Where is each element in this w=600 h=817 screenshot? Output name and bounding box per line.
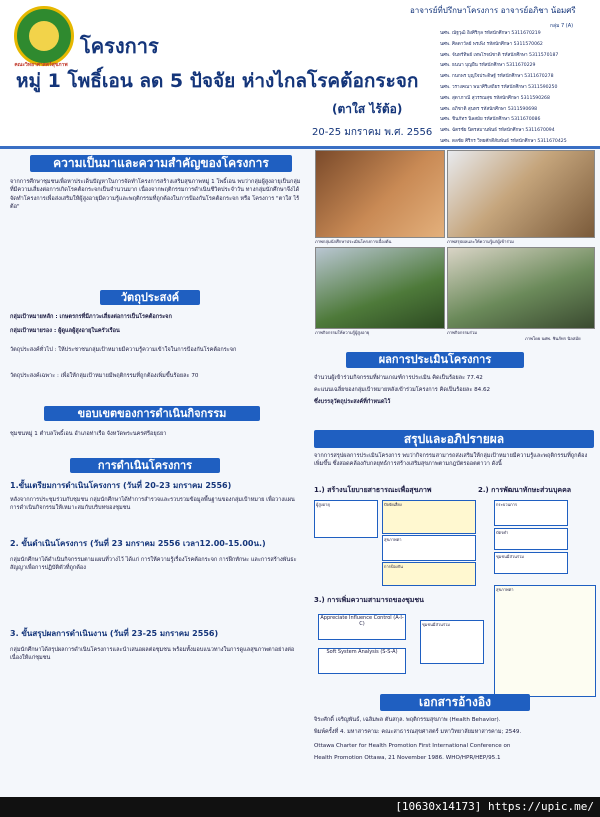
project-date: 20-25 มกราคม พ.ศ. 2556 xyxy=(312,127,433,138)
image-host-link[interactable]: https://upic.me/ xyxy=(488,800,594,813)
student-item: นศพ. ศิลดาวัลย์ พรเพ็ง รหัสนักศึกษา 5311570062 xyxy=(440,41,543,47)
diagram-box: ชุมชนมีส่วนร่วม xyxy=(494,552,568,574)
diagram-box: การป้องกัน xyxy=(382,562,476,586)
activity-photo xyxy=(447,150,595,238)
strategy3-title: 3.) การเพิ่มความสามารถของชุมชน xyxy=(314,596,424,604)
student-item: นศพ. อภิชาติ สุนทร รหัสนักศึกษา 5311590698 xyxy=(440,106,538,112)
objective-specific: วัตถุประสงค์เฉพาะ : เพื่อให้กลุ่มเป้าหมายมีพฤติกรรมที่ถูกต้องเพิ่มขึ้นร้อยละ 70 xyxy=(10,373,199,379)
title-line3: (ตาใส ไร้ต้อ) xyxy=(332,102,403,116)
image-host-label[interactable] xyxy=(395,800,594,813)
student-item: นศพ. วรางคณา พนาศิริเสถียร รหัสนักศึกษา 5311590250 xyxy=(440,84,558,90)
scope-heading: ขอบเขตของการดำเนินกิจกรรม xyxy=(44,406,260,421)
header-divider xyxy=(0,146,600,149)
university-logo-icon xyxy=(14,6,74,66)
image-size: [10630x14173] xyxy=(395,800,482,813)
step1-text: หลังจากการประชุมร่วมกับชุมชน กลุ่มนักศึกษาได้ทำการสำรวจและรวบรวมข้อมูลพื้นฐานของกลุ่มเป้าหมาย เพื่อวางแผนการดำเนินกิจกรรมให้เหมาะสมกับบริบทของชุมชน xyxy=(10,497,295,512)
result-line2: คะแนนเฉลี่ยของกลุ่มเป้าหมายหลังเข้าร่วมโครงการ คิดเป็นร้อยละ 84.62 xyxy=(314,387,491,393)
logo-caption: คณะวิทยาศาสตร์สุขภาพ xyxy=(14,62,68,68)
photo-credit: ภาพโดย นศพ. ชินภัทร นิลสมัย xyxy=(525,336,581,341)
result-line3: ซึ่งบรรลุวัตถุประสงค์ที่กำหนดไว้ xyxy=(314,399,391,405)
target-secondary: กลุ่มเป้าหมายรอง : ผู้ดูแลผู้สูงอายุในครัวเรือน xyxy=(10,328,120,334)
target-main: กลุ่มเป้าหมายหลัก : เกษตรกรที่มีภาวะเสี่ยงต่อการเป็นโรคต้อกระจก xyxy=(10,314,172,320)
photo-caption: ภาพกลุ่มนักศึกษาประเมินโครงการเบื้องต้น xyxy=(315,239,392,244)
reference-item: Ottawa Charter for Health Promotion First International Conference on xyxy=(314,743,511,749)
step3-text: กลุ่มนักศึกษาได้สรุปผลการดำเนินโครงการและนำเสนอผลต่อชุมชน พร้อมทั้งมอบแนวทางในการดูแลสุขภาพตาอย่างต่อเนื่องให้แก่ชุมชน xyxy=(10,647,295,662)
title-line2: หมู่ 1 โพธิ์เอน ลด 5 ปัจจัย ห่างไกลโรคต้อกระจก xyxy=(16,70,419,92)
student-item: นศพ. ณัฐวุฒิ อิงศิริกุล รหัสนักศึกษา 5311670219 xyxy=(440,31,541,36)
process-heading: การดำเนินโครงการ xyxy=(70,458,220,473)
advisor: อาจารย์ที่ปรึกษาโครงการ อาจารย์อภิชา น้อมศรี xyxy=(410,6,576,15)
poster-header xyxy=(0,0,600,146)
student-item: นศพ. จันทร์ทิพย์ เทพโรจน์ชาติ รหัสนักศึกษา 5311570187 xyxy=(440,52,559,58)
background-heading: ความเป็นมาและความสำคัญของโครงการ xyxy=(30,155,292,172)
scope-text: ชุมชนหมู่ 1 ตำบลโพธิ์เอน อำเภอท่าเรือ จังหวัดพระนครศรีอยุธยา xyxy=(10,431,167,437)
diagram-box: สุขภาพตา xyxy=(382,535,476,561)
reference-heading: เอกสารอ้างอิง xyxy=(380,694,530,711)
step2-text: กลุ่มนักศึกษาได้ดำเนินกิจกรรมตามแผนที่วางไว้ ได้แก่ การให้ความรู้เรื่องโรคต้อกระจก การฝึกทักษะ และการสร้างพันธะสัญญาเพื่อการปฏิบัติตัวที่ถูกต้อง xyxy=(10,557,297,572)
diagram-box: สุขภาพตา xyxy=(494,585,596,697)
summary-text: จากการสรุปผลการประเมินโครงการ พบว่ากิจกรรมสามารถส่งเสริมให้กลุ่มเป้าหมายมีความรู้และพฤติกรรมที่ถูกต้องเพิ่มขึ้น ซึ่งสอดคล้องกับกลยุทธ์การสร้างเสริมสุขภาพตามกฎบัตรออตตาวา ดังนี้ xyxy=(314,453,588,468)
result-heading: ผลการประเมินโครงการ xyxy=(346,352,524,368)
diagram-box: ผู้สูงอายุ xyxy=(314,500,378,538)
reference-item: พิมพ์ครั้งที่ 4. มหาสารคาม: คณะสาธารณสุขศาสตร์ มหาวิทยาลัยมหาสารคาม; 2549. xyxy=(314,729,522,735)
summary-heading: สรุปและอภิปรายผล xyxy=(314,430,594,448)
step2-title: 2. ขั้นดำเนินโครงการ (วันที่ 23 มกราคม 2556 เวลา12.00-15.00น.) xyxy=(10,539,266,548)
objective-heading: วัตถุประสงค์ xyxy=(100,290,200,305)
result-line1: จำนวนผู้เข้าร่วมกิจกรรมที่ผ่านเกณฑ์การประเมิน คิดเป็นร้อยละ 77.42 xyxy=(314,375,483,381)
reference-item: Health Promotion Ottawa, 21 November 1986. WHO/HPR/HEP/95.1 xyxy=(314,755,501,761)
photo-grid xyxy=(315,150,595,340)
activity-photo xyxy=(447,247,595,329)
diagram-box: ชุมชนมีส่วนร่วม xyxy=(420,620,484,664)
photo-caption: ภาพสรุปผลและให้ความรู้แก่ผู้เข้าร่วม xyxy=(447,239,514,244)
aic-box: Appreciate Influence Control (A-I-C) xyxy=(318,614,406,640)
student-item: นศพ. สุดาภาณี สุวรรณสุข รหัสนักศึกษา 5311590268 xyxy=(440,95,550,101)
activity-photo xyxy=(315,150,445,238)
students-list xyxy=(440,30,595,149)
ssa-box: Soft System Analysis (S-S-A) xyxy=(318,648,406,674)
student-item: นศพ. กนกพร บุญใจประดิษฐ์ รหัสนักศึกษา 5311670278 xyxy=(440,74,554,80)
group-label: กลุ่ม 7 (A) xyxy=(550,23,574,29)
photo-caption: ภาพกิจกรรมให้ความรู้ผู้สูงอายุ xyxy=(315,330,370,335)
student-item: นศพ. ดลชัย ศิริกร วิทยศักดิ์สัมพันธ์ รหัสนักศึกษา 5311670425 xyxy=(440,138,567,144)
strategy1-title: 1.) สร้างนโยบายสาธารณะเพื่อสุขภาพ xyxy=(314,486,432,494)
reference-item: จิระศักดิ์ เจริญพันธ์, เฉลิมพล ตันสกุล. พฤติกรรมสุขภาพ (Health Behavior). xyxy=(314,717,501,723)
activity-photo xyxy=(315,247,445,329)
student-item: นศพ. ธนนา บุญยืน รหัสนักศึกษา 5311670229 xyxy=(440,63,536,69)
photo-caption: ภาพกิจกรรมร่วม xyxy=(447,330,478,335)
background-text: จากการศึกษาชุมชนเพื่อหาประเด็นปัญหาในการจัดทำโครงการสร้างเสริมสุขภาพหมู่ 1 โพธิ์เอน พบว่ากลุ่มผู้สูงอายุเป็นกลุ่มที่มีความเสี่ยงต่อการเกิดโรคต้อกระจกเป็นจำนวนมาก เนื่องจากพฤติกรรมการดำเนินชีวิตประจำวัน ทางกลุ่มนักศึกษาจึงได้จัดทำโครงการเพื่อส่งเสริมให้ผู้สูงอายุมีความรู้และพฤติกรรมที่ถูกต้องในการป้องกันโรคต้อกระจก หรือ โครงการ "ตาใส ไร้ต้อ" xyxy=(10,179,301,211)
title-line1: โครงการ xyxy=(80,34,159,58)
student-item: นศพ. ชินภัทร นิลสมัย รหัสนักศึกษา 5311670086 xyxy=(440,117,541,123)
step1-title: 1.ขั้นเตรียมการดำเนินโครงการ (วันที่ 20-23 มกราคม 2556) xyxy=(10,481,232,490)
objective-general: วัตถุประสงค์ทั่วไป : ให้ประชาชนกลุ่มเป้าหมายมีความรู้ความเข้าใจในการป้องกันโรคต้อกระจก xyxy=(10,347,237,353)
diagram-box: ปัจจัยเสี่ยง xyxy=(382,500,476,534)
student-item: นศพ. ฉัตรชัย นิตรสมานพันธ์ รหัสนักศึกษา 5311670094 xyxy=(440,128,555,134)
strategy2-title: 2.) การพัฒนาทักษะส่วนบุคคล xyxy=(478,486,572,494)
diagram-box: บัตรคำ xyxy=(494,528,568,550)
diagram-box: กระบวนการ xyxy=(494,500,568,526)
step3-title: 3. ขั้นสรุปผลการดำเนินงาน (วันที่ 23-25 มกราคม 2556) xyxy=(10,629,219,638)
